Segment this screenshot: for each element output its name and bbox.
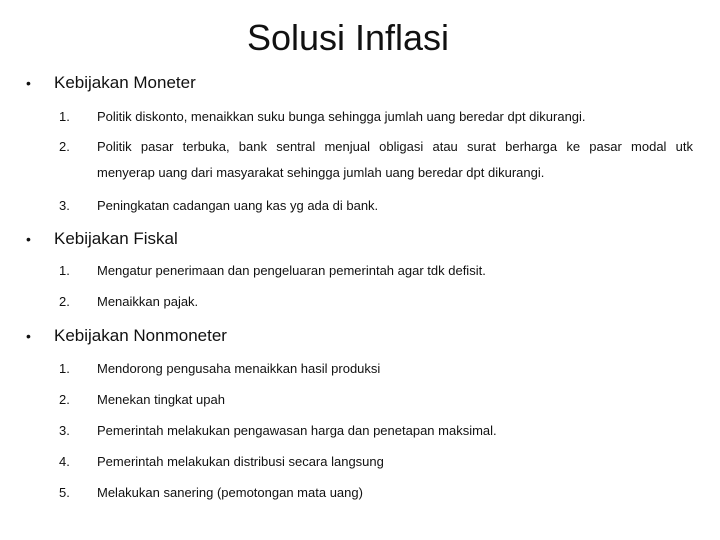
item-number: 1. [59, 109, 70, 124]
item-text: Politik diskonto, menaikkan suku bunga sehingga jumlah uang beredar dpt dikurangi. [97, 109, 586, 124]
item-number: 1. [59, 263, 70, 278]
item-number: 1. [59, 361, 70, 376]
item-text: Pemerintah melakukan pengawasan harga dan penetapan maksimal. [97, 423, 497, 438]
item-number: 2. [59, 139, 70, 154]
item-text: Peningkatan cadangan uang kas yg ada di bank. [97, 198, 379, 213]
bullet-icon: • [26, 328, 31, 344]
item-number: 4. [59, 454, 70, 469]
section-heading: Kebijakan Nonmoneter [54, 326, 227, 345]
bullet-icon: • [26, 75, 31, 91]
page-title: Solusi Inflasi [246, 17, 450, 58]
bullet-icon: • [26, 231, 31, 247]
item-text: Melakukan sanering (pemotongan mata uang) [97, 485, 363, 500]
item-text: Mengatur penerimaan dan pengeluaran pemerintah agar tdk defisit. [97, 263, 486, 278]
item-number: 3. [59, 423, 70, 438]
item-text: Mendorong pengusaha menaikkan hasil produksi [97, 361, 381, 376]
item-number: 5. [59, 485, 70, 500]
item-text: Menekan tingkat upah [97, 392, 225, 407]
section-heading: Kebijakan Moneter [54, 73, 196, 92]
item-text: Pemerintah melakukan distribusi secara langsung [97, 454, 384, 469]
section-heading: Kebijakan Fiskal [54, 229, 178, 248]
item-text-line-2: menyerap uang dari masyarakat sehingga jumlah uang beredar dpt dikurangi. [97, 165, 545, 180]
item-number: 3. [59, 198, 70, 213]
item-number: 2. [59, 392, 70, 407]
item-text-line-1: Politik pasar terbuka, bank sentral menjual obligasi atau surat berharga ke pasar modal utk [97, 139, 693, 154]
item-text: Menaikkan pajak. [97, 294, 199, 309]
item-number: 2. [59, 294, 70, 309]
